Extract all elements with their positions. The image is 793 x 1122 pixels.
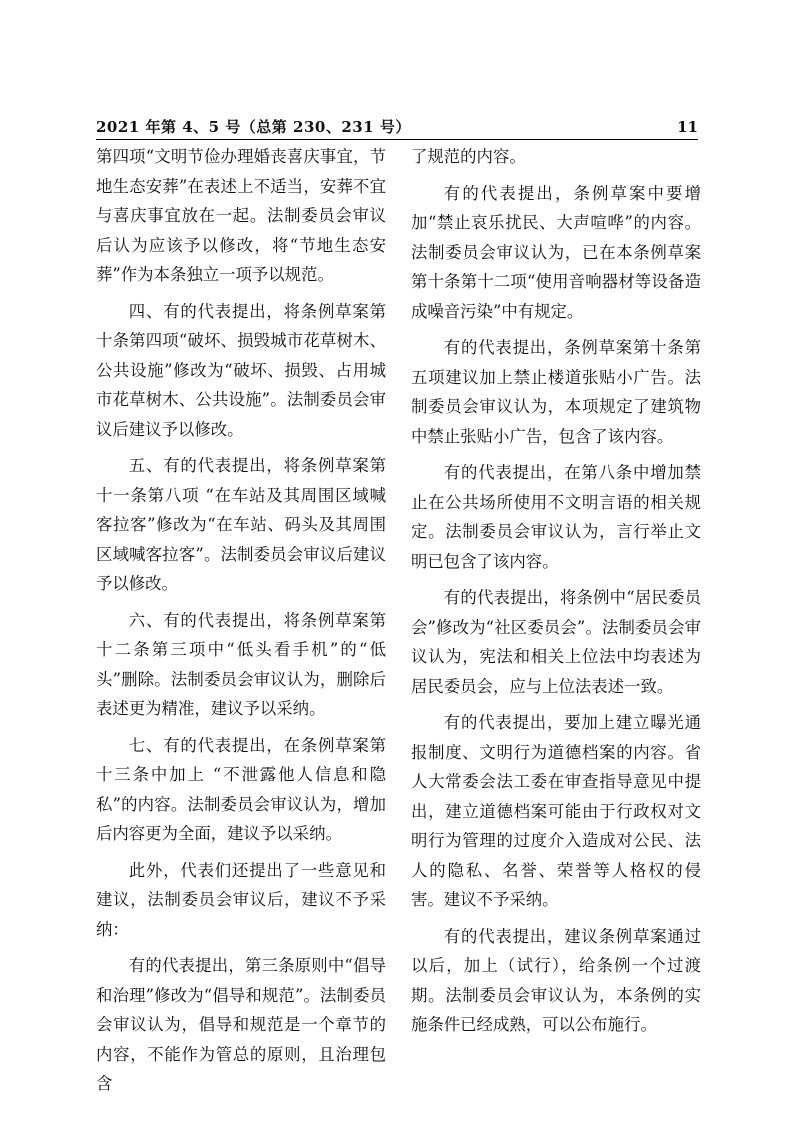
issue-label: 2021 年第 4、5 号（总第 230、231 号）: [96, 118, 411, 136]
paragraph: 有的代表提出，条例草案第十条第五项建议加上禁止楼道张贴小广告。法制委员会审议认为，本项规定了建筑物中禁止张贴小广告，包含了该内容。: [411, 338, 701, 446]
page-number: 11: [677, 118, 698, 136]
running-header: [96, 117, 698, 140]
paragraph: 有的代表提出，在第八条中增加禁止在公共场所使用不文明言语的相关规定。法制委员会审议认为，言行举止文明已包含了该内容。: [411, 463, 701, 571]
paragraph: 有的代表提出，第三条原则中“倡导和治理”修改为“倡导和规范”。法制委员会审议认为，倡导和规范是一个章节的内容，不能作为管总的原则，且治理包含: [96, 956, 386, 1093]
paragraph: 了规范的内容。: [411, 147, 526, 166]
right-column: [411, 142, 701, 1047]
paragraph: 有的代表提出，条例草案中要增加“禁止哀乐扰民、大声喧哗”的内容。法制委员会审议认为，已在本条例草案第十条第十二项“使用音响器材等设备造成噪音污染”中有规定。: [411, 183, 701, 321]
paragraph: 有的代表提出，建议条例草案通过以后，加上（试行），给条例一个过渡期。法制委员会审议认为，本条例的实施条件已经成熟，可以公布施行。: [411, 926, 701, 1034]
paragraph: 六、有的代表提出，将条例草案第十二条第三项中“低头看手机”的“低头”删除。法制委员会审议认为，删除后表述更为精准，建议予以采纳。: [96, 610, 386, 718]
paragraph: 第四项“文明节俭办理婚丧喜庆事宜，节地生态安葬”在表述上不适当，安葬不宜与喜庆事宜放在一起。法制委员会审议后认为应该予以修改，将“节地生态安葬”作为本条独立一项予以规范。: [96, 147, 386, 284]
paragraph: 此外，代表们还提出了一些意见和建议，法制委员会审议后，建议不予采纳：: [96, 860, 386, 939]
paragraph: 七、有的代表提出，在条例草案第十三条中加上 “不泄露他人信息和隐私”的内容。法制委员会审议认为，增加后内容更为全面，建议予以采纳。: [96, 735, 386, 843]
paragraph: 有的代表提出，要加上建立曝光通报制度、文明行为道德档案的内容。省人大常委会法工委在审查指导意见中提出，建立道德档案可能由于行政权对文明行为管理的过度介入造成对公民、法人的隐私、名誉、荣誉等人格权的侵害。建议不予采纳。: [411, 713, 701, 909]
left-column: [96, 142, 386, 1106]
paragraph: 有的代表提出，将条例中“居民委员会”修改为“社区委员会”。法制委员会审议认为，宪法和相关上位法中均表述为居民委员会，应与上位法表述一致。: [411, 588, 701, 696]
paragraph: 四、有的代表提出，将条例草案第十条第四项“破坏、损毁城市花草树木、公共设施”修改为“破坏、损毁、占用城市花草树木、公共设施”。法制委员会审议后建议予以修改。: [96, 301, 386, 439]
paragraph: 五、有的代表提出，将条例草案第十一条第八项 “在车站及其周围区域喊客拉客”修改为“在车站、码头及其周围区域喊客拉客”。法制委员会审议后建议予以修改。: [96, 456, 386, 593]
